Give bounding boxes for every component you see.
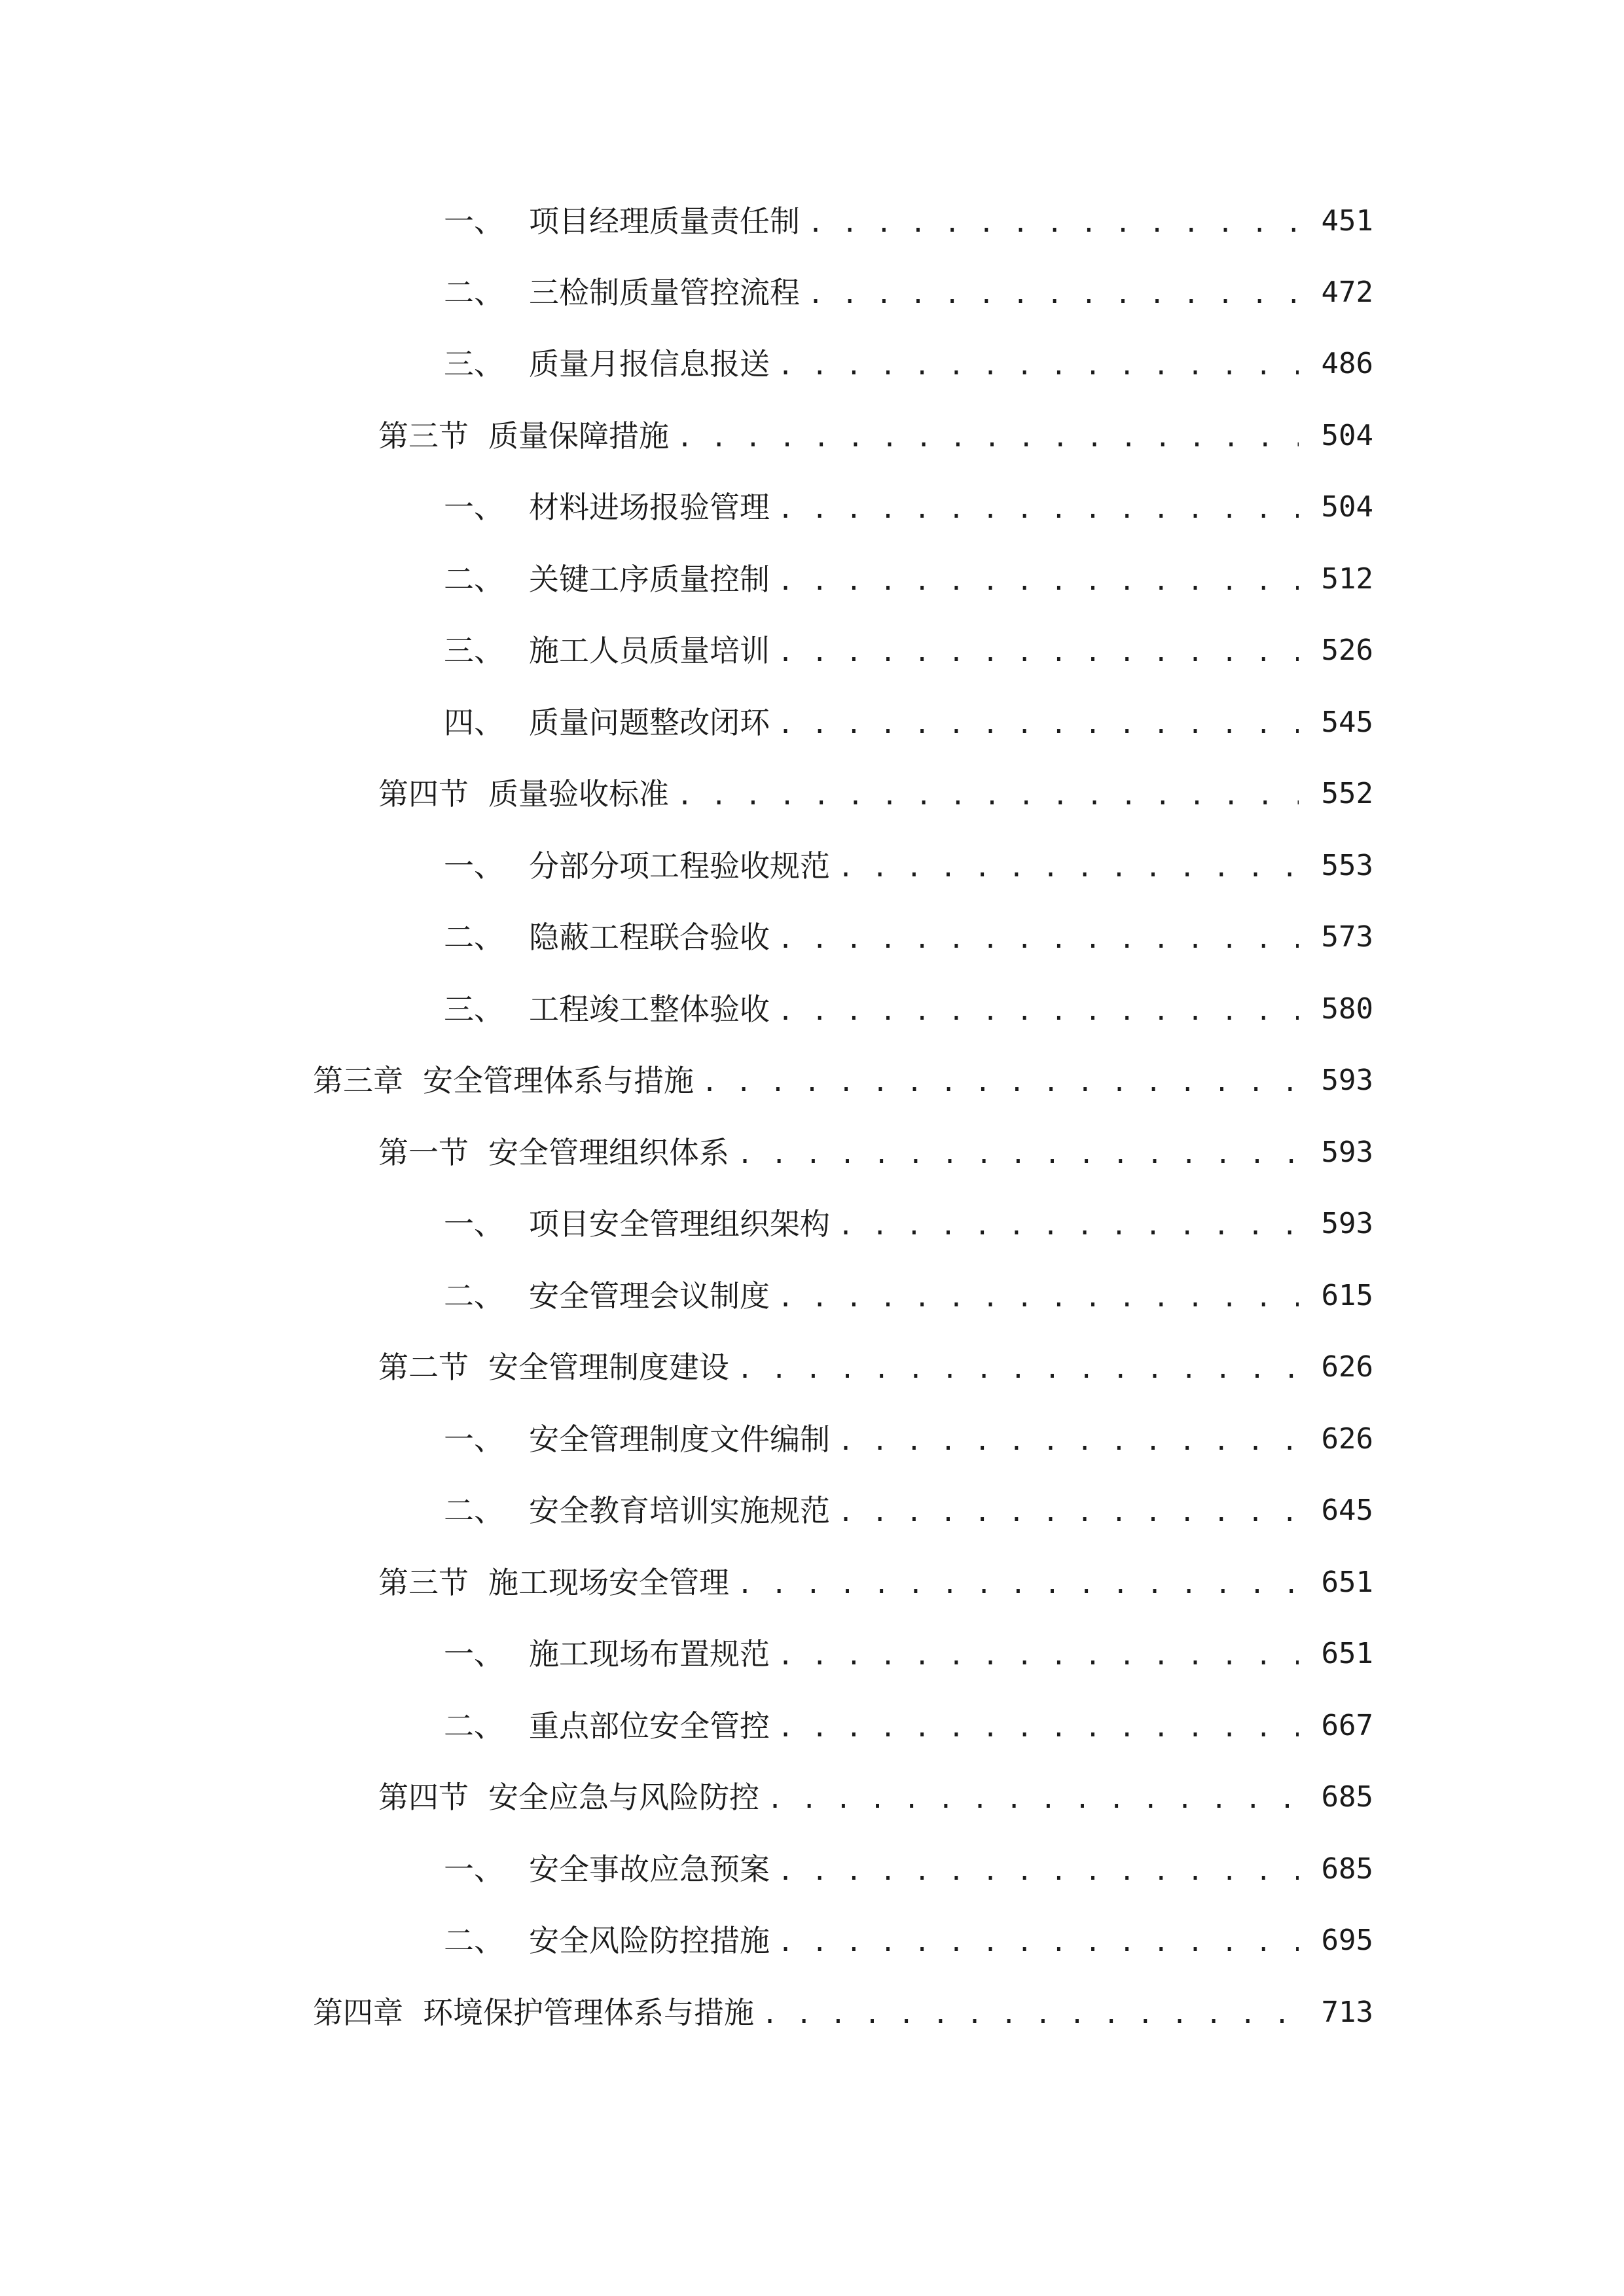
toc-entry-number: 第二节 [378, 1350, 469, 1385]
toc-entry-title: 施工人员质量培训 [529, 633, 770, 668]
toc-entry[interactable] [444, 195, 1373, 247]
toc-entry-title: 工程竣工整体验收 [529, 992, 770, 1027]
toc-entry-title: 安全风险防控措施 [529, 1923, 770, 1958]
toc-entry-page: 552 [1321, 777, 1373, 810]
toc-entry-number: 二、 [444, 1278, 504, 1314]
toc-entry-title: 安全管理体系与措施 [423, 1063, 694, 1098]
toc-entry-title: 质量问题整改闭环 [529, 705, 770, 740]
toc-entry[interactable] [444, 983, 1373, 1035]
toc-entry-page: 651 [1321, 1566, 1373, 1599]
toc-dot-leader [702, 1054, 1299, 1107]
toc-dot-leader [778, 1270, 1299, 1322]
toc-entry-title: 项目安全管理组织架构 [529, 1206, 830, 1242]
toc-entry[interactable] [378, 1126, 1373, 1179]
toc-entry[interactable] [444, 624, 1373, 677]
toc-entry-title: 材料进场报验管理 [529, 490, 770, 525]
toc-entry-title: 质量月报信息报送 [529, 346, 770, 382]
toc-entry-number: 第三节 [378, 1565, 469, 1600]
toc-entry[interactable] [444, 1198, 1373, 1250]
toc-dot-leader [778, 983, 1299, 1035]
toc-entry-number: 二、 [444, 1708, 504, 1744]
toc-entry-number: 第三章 [313, 1063, 403, 1098]
toc-entry-title: 质量验收标准 [488, 776, 669, 812]
toc-entry-page: 512 [1321, 562, 1373, 596]
toc-entry-number: 一、 [444, 204, 504, 239]
toc-dot-leader [838, 840, 1299, 892]
toc-entry-page: 472 [1321, 276, 1373, 309]
toc-entry-title: 施工现场布置规范 [529, 1636, 770, 1672]
toc-entry[interactable] [313, 1054, 1373, 1107]
toc-entry-title: 分部分项工程验收规范 [529, 848, 830, 884]
toc-entry[interactable] [378, 768, 1373, 820]
toc-entry[interactable] [444, 266, 1373, 319]
toc-entry-page: 593 [1321, 1064, 1373, 1097]
toc-dot-leader [767, 1771, 1299, 1823]
toc-dot-leader [677, 768, 1299, 820]
toc-entry[interactable] [444, 1484, 1373, 1537]
toc-entry-page: 667 [1321, 1709, 1373, 1742]
toc-entry-number: 一、 [444, 1422, 504, 1457]
toc-dot-leader [838, 1198, 1299, 1250]
toc-entry-title: 项目经理质量责任制 [529, 204, 800, 239]
toc-entry-page: 695 [1321, 1924, 1373, 1957]
toc-dot-leader [778, 696, 1299, 749]
toc-entry[interactable] [444, 1628, 1373, 1680]
toc-entry-number: 二、 [444, 920, 504, 955]
toc-entry[interactable] [378, 410, 1373, 462]
toc-entry-title: 质量保障措施 [488, 418, 669, 454]
toc-dot-leader [838, 1413, 1299, 1465]
toc-dot-leader [778, 481, 1299, 533]
toc-entry-number: 第四节 [378, 1780, 469, 1815]
toc-entry[interactable] [444, 840, 1373, 892]
toc-dot-leader [808, 266, 1299, 319]
toc-entry[interactable] [444, 553, 1373, 605]
toc-entry-title: 重点部位安全管控 [529, 1708, 770, 1744]
toc-dot-leader [808, 195, 1299, 247]
toc-entry-page: 593 [1321, 1136, 1373, 1169]
toc-entry-number: 一、 [444, 490, 504, 525]
toc-dot-leader [778, 911, 1299, 963]
toc-entry-number: 二、 [444, 1923, 504, 1958]
toc-entry-page: 451 [1321, 204, 1373, 238]
toc-entry-page: 573 [1321, 920, 1373, 954]
toc-entry[interactable] [378, 1556, 1373, 1609]
toc-entry-number: 第四节 [378, 776, 469, 812]
toc-dot-leader [737, 1126, 1299, 1179]
toc-entry-page: 486 [1321, 347, 1373, 380]
toc-entry-page: 580 [1321, 992, 1373, 1026]
toc-entry-number: 一、 [444, 848, 504, 884]
toc-entry-page: 553 [1321, 849, 1373, 882]
toc-entry[interactable] [444, 1914, 1373, 1967]
toc-entry-page: 615 [1321, 1279, 1373, 1312]
toc-dot-leader [677, 410, 1299, 462]
toc-entry-number: 二、 [444, 275, 504, 310]
toc-entry-page: 685 [1321, 1852, 1373, 1886]
toc-entry-number: 第一节 [378, 1135, 469, 1170]
toc-entry-page: 504 [1321, 490, 1373, 524]
toc-entry-number: 一、 [444, 1206, 504, 1242]
toc-entry-number: 第三节 [378, 418, 469, 454]
toc-entry-title: 三检制质量管控流程 [529, 275, 800, 310]
toc-entry-page: 685 [1321, 1780, 1373, 1814]
toc-entry-title: 施工现场安全管理 [488, 1565, 729, 1600]
toc-entry-title: 关键工序质量控制 [529, 562, 770, 597]
toc-entry-number: 三、 [444, 992, 504, 1027]
toc-entry-title: 安全应急与风险防控 [488, 1780, 759, 1815]
toc-entry-title: 隐蔽工程联合验收 [529, 920, 770, 955]
toc-entry-number: 一、 [444, 1852, 504, 1887]
toc-entry-title: 安全事故应急预案 [529, 1852, 770, 1887]
toc-entry[interactable] [444, 1270, 1373, 1322]
toc-dot-leader [737, 1341, 1299, 1393]
toc-entry[interactable] [444, 911, 1373, 963]
toc-entry[interactable] [444, 1700, 1373, 1752]
toc-dot-leader [737, 1556, 1299, 1609]
toc-entry-page: 651 [1321, 1637, 1373, 1670]
toc-entry-number: 二、 [444, 1493, 504, 1528]
toc-dot-leader [778, 553, 1299, 605]
toc-entry[interactable] [378, 1341, 1373, 1393]
toc-dot-leader [778, 1914, 1299, 1967]
toc-entry-page: 713 [1321, 1996, 1373, 2029]
toc-entry[interactable] [444, 1843, 1373, 1895]
toc-entry-title: 安全管理制度建设 [488, 1350, 729, 1385]
toc-entry[interactable] [444, 696, 1373, 749]
toc-entry-number: 三、 [444, 346, 504, 382]
toc-entry-number: 一、 [444, 1636, 504, 1672]
toc-entry-page: 526 [1321, 634, 1373, 667]
toc-entry[interactable] [444, 1413, 1373, 1465]
toc-entry-title: 安全管理会议制度 [529, 1278, 770, 1314]
toc-entry[interactable] [313, 1986, 1373, 2039]
toc-dot-leader [762, 1986, 1299, 2039]
toc-entry-title: 安全管理组织体系 [488, 1135, 729, 1170]
toc-dot-leader [778, 1843, 1299, 1895]
toc-dot-leader [838, 1484, 1299, 1537]
toc-entry-page: 626 [1321, 1422, 1373, 1456]
toc-entry-page: 645 [1321, 1494, 1373, 1527]
toc-entry-number: 第四章 [313, 1995, 403, 2030]
toc-entry[interactable] [444, 338, 1373, 390]
toc-dot-leader [778, 1700, 1299, 1752]
toc-entry-number: 三、 [444, 633, 504, 668]
toc-dot-leader [778, 338, 1299, 390]
toc-entry-title: 安全管理制度文件编制 [529, 1422, 830, 1457]
toc-entry-title: 安全教育培训实施规范 [529, 1493, 830, 1528]
toc-dot-leader [778, 1628, 1299, 1680]
toc-entry-title: 环境保护管理体系与措施 [423, 1995, 754, 2030]
toc-dot-leader [778, 624, 1299, 677]
toc-entry-page: 626 [1321, 1350, 1373, 1384]
toc-entry[interactable] [444, 481, 1373, 533]
toc-entry[interactable] [378, 1771, 1373, 1823]
toc-entry-number: 二、 [444, 562, 504, 597]
toc-entry-page: 545 [1321, 706, 1373, 739]
toc-entry-page: 504 [1321, 419, 1373, 452]
toc-entry-page: 593 [1321, 1207, 1373, 1240]
toc-entry-number: 四、 [444, 705, 504, 740]
